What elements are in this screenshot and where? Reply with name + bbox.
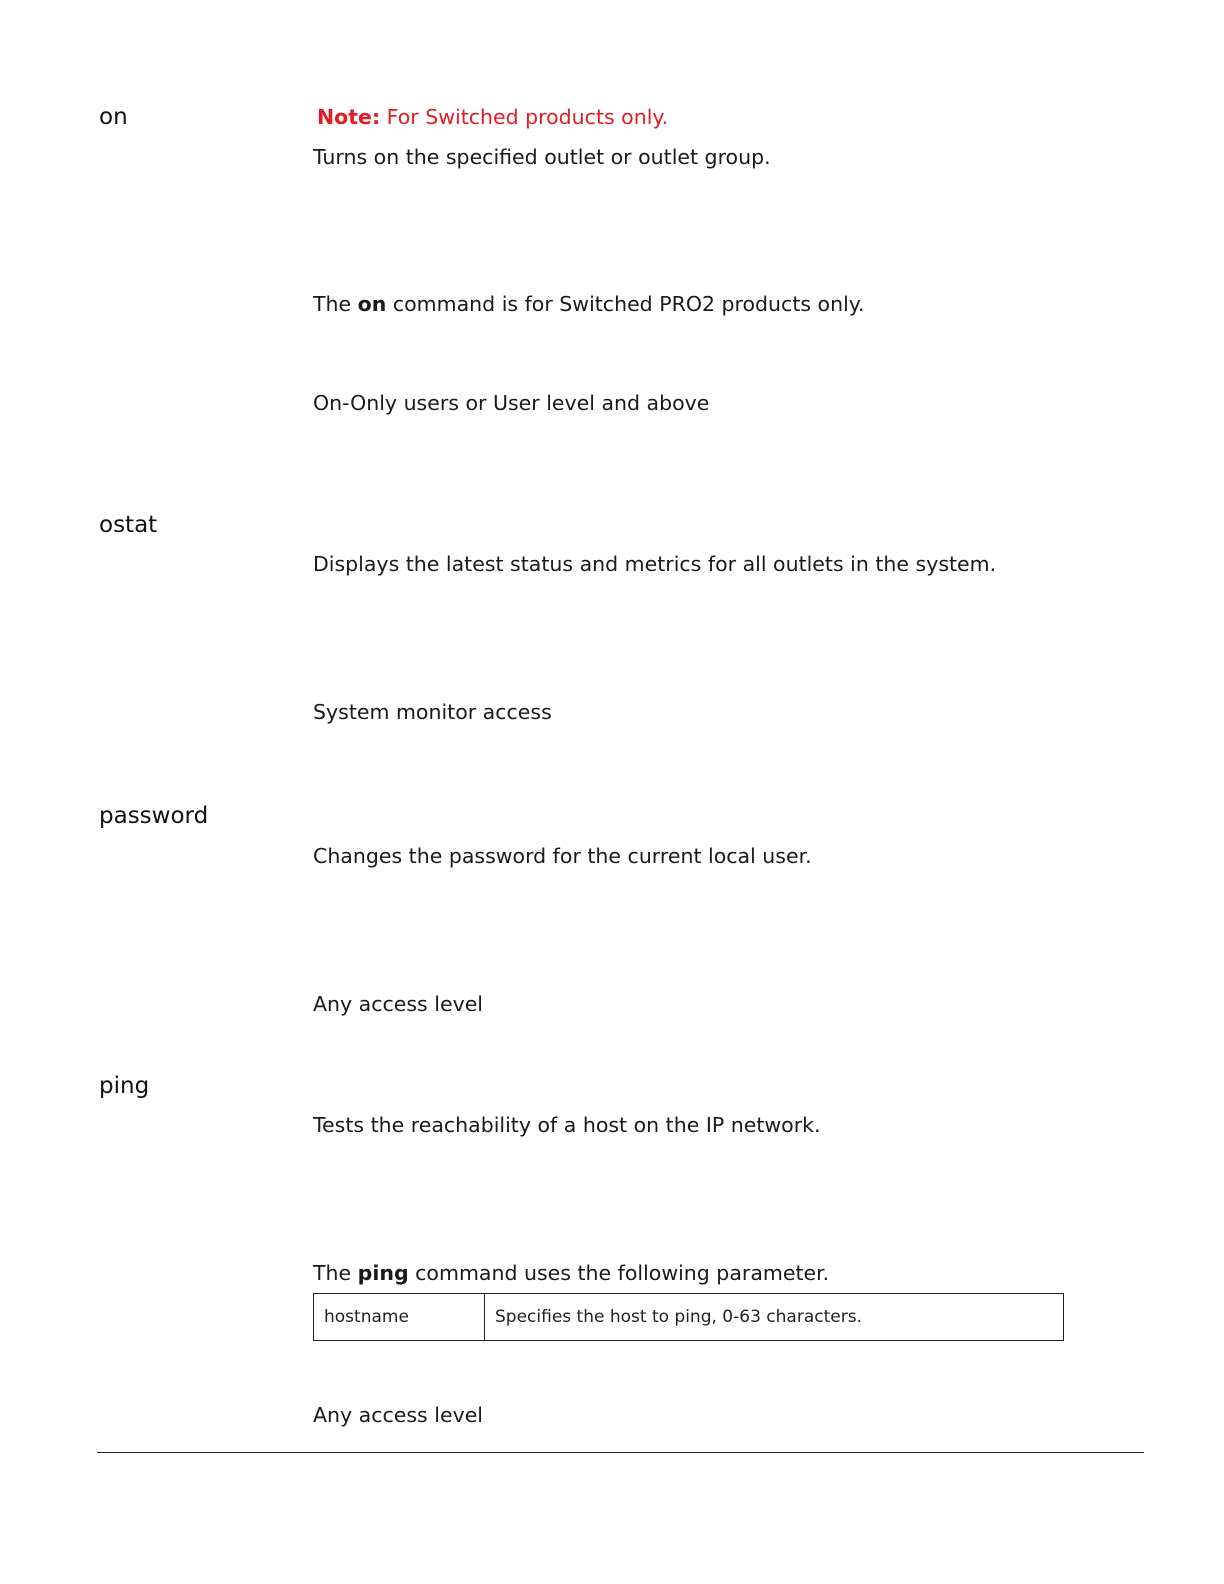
password-description: Changes the password for the current local user.: [313, 844, 812, 868]
parameter-description-cell: Specifies the host to ping, 0-63 characters.: [485, 1294, 1064, 1341]
ping-parameter-table: [313, 1293, 1064, 1341]
command-heading-ostat: ostat: [99, 512, 158, 538]
on-usage-post: command is for Switched PRO2 products only.: [386, 292, 865, 316]
ping-access: Any access level: [313, 1403, 484, 1427]
password-access: Any access level: [313, 992, 484, 1016]
footer-divider: [97, 1452, 1144, 1453]
ping-usage-keyword: ping: [357, 1261, 409, 1285]
command-heading-on: on: [99, 104, 128, 130]
ping-usage-post: command uses the following parameter.: [408, 1261, 830, 1285]
ping-description: Tests the reachability of a host on the IP network.: [313, 1113, 821, 1137]
table-row: [314, 1294, 1064, 1341]
on-description: Turns on the specified outlet or outlet group.: [313, 145, 771, 169]
on-usage-keyword: on: [357, 292, 387, 316]
command-heading-password: password: [99, 803, 209, 829]
ostat-description: Displays the latest status and metrics for all outlets in the system.: [313, 552, 997, 576]
on-usage-pre: The: [313, 292, 358, 316]
on-usage: [313, 291, 865, 317]
ping-usage: [313, 1260, 829, 1286]
switched-note: [317, 104, 668, 130]
ping-usage-pre: The: [313, 1261, 358, 1285]
note-text: For Switched products only.: [380, 105, 669, 129]
command-heading-ping: ping: [99, 1073, 150, 1099]
note-label: Note:: [317, 105, 381, 129]
parameter-name-cell: hostname: [314, 1294, 485, 1341]
on-access: On-Only users or User level and above: [313, 391, 710, 415]
ostat-access: System monitor access: [313, 700, 552, 724]
